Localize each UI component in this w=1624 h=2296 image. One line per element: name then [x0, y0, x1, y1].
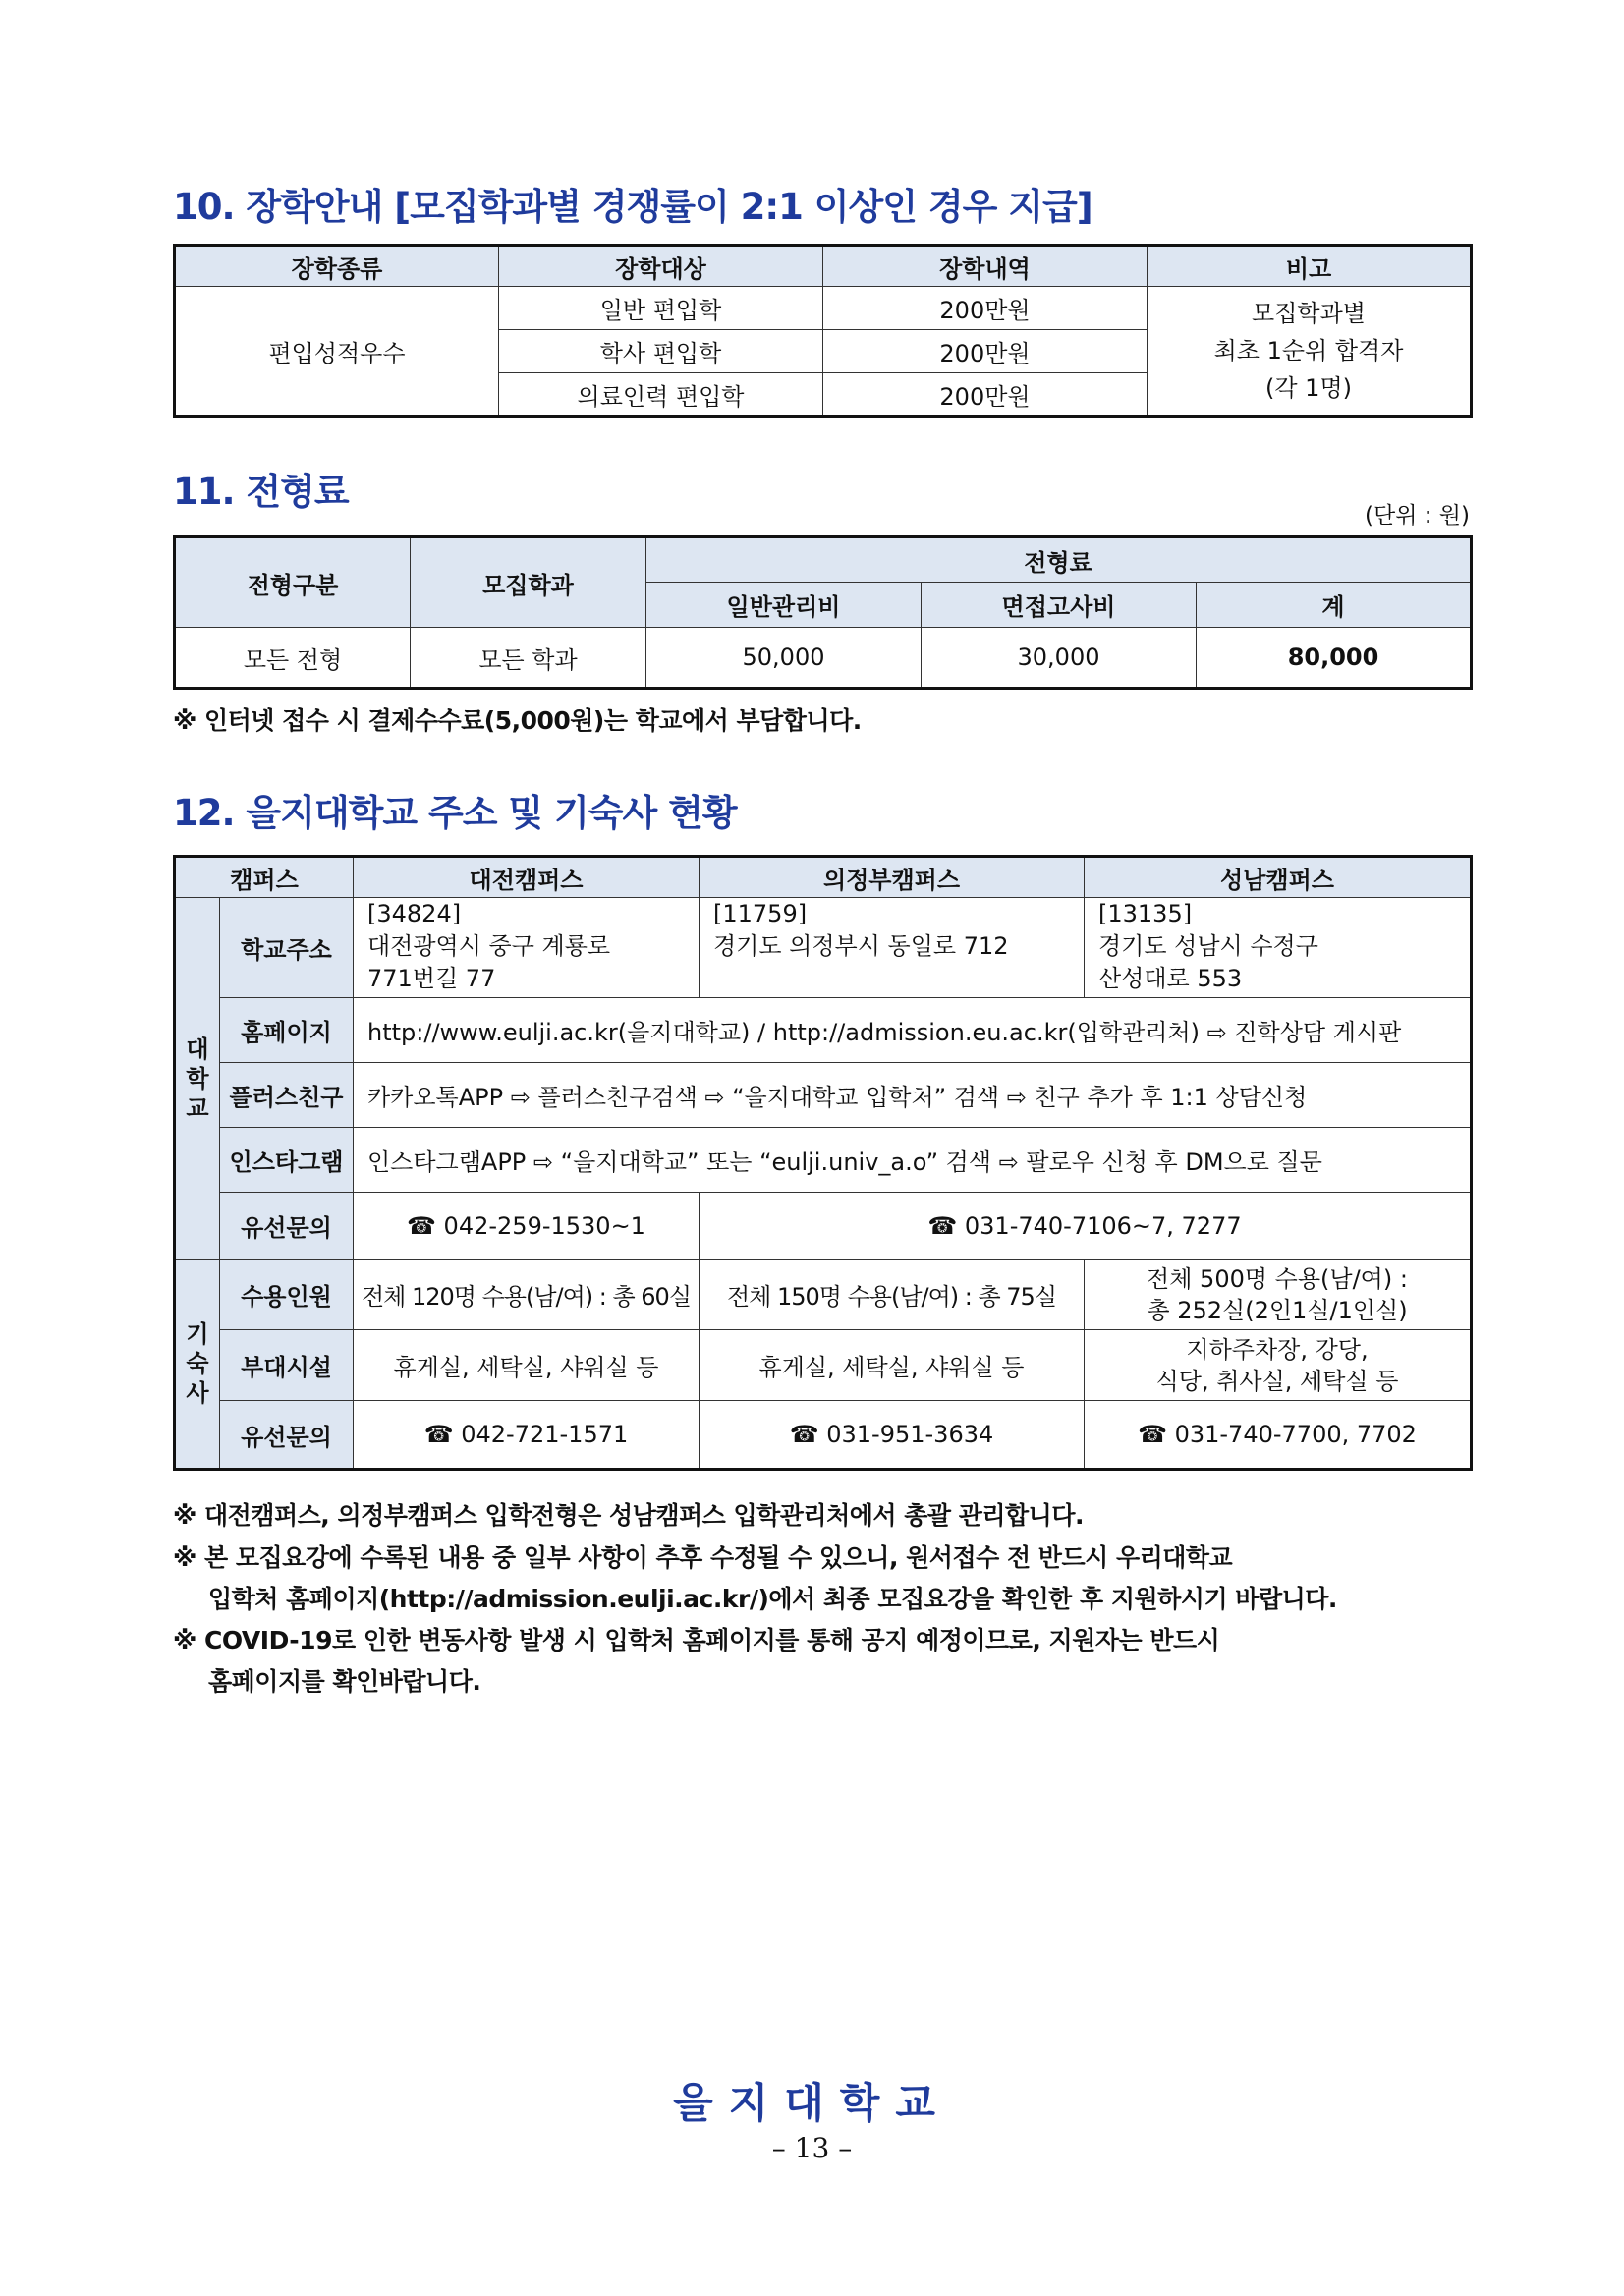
instagram-value: 인스타그램APP ⇨ “을지대학교” 또는 “eulji.univ_a.o” 검색 ⇨ 팔로우 신청 후 DM으로 질문: [354, 1128, 1472, 1193]
col-header: 장학대상: [499, 246, 823, 287]
scholarship-type: 편입성적우수: [175, 287, 499, 417]
col-header: 면접고사비: [922, 583, 1197, 628]
vert-char: 대: [186, 1035, 209, 1063]
fee-note: ※ 인터넷 접수 시 결제수수료(5,000원)는 학교에서 부담합니다.: [173, 706, 862, 735]
univ-group-label: [175, 898, 220, 1260]
col-header: 전형구분: [175, 537, 411, 628]
address-cell: [700, 898, 1085, 998]
vert-char: 학: [186, 1064, 209, 1092]
facility-cell: [1085, 1330, 1472, 1401]
row-label: 인스타그램: [220, 1128, 354, 1193]
section-10-heading: 10. 장학안내 [모집학과별 경쟁률이 2:1 이상인 경우 지급]: [173, 186, 1092, 228]
amount-cell: 200만원: [823, 373, 1148, 417]
row-label: 수용인원: [220, 1260, 354, 1330]
vert-char: 사: [186, 1379, 209, 1407]
row-label: 유선문의: [220, 1401, 354, 1470]
address-cell: [354, 898, 700, 998]
address-line: 경기도 의정부시 동일로 712: [713, 932, 1009, 960]
fee-admin-cell: 50,000: [646, 628, 922, 689]
fee-table: [173, 535, 1473, 690]
address-line: [34824]: [367, 900, 462, 927]
address-line: 경기도 성남시 수정구: [1098, 932, 1318, 960]
capacity-cell: 전체 120명 수용(남/여) : 총 60실: [354, 1260, 700, 1330]
col-header: 장학내역: [823, 246, 1148, 287]
note-1: ※ 대전캠퍼스, 의정부캠퍼스 입학전형은 성남캠퍼스 입학관리처에서 총괄 관리합니다.: [173, 1501, 1084, 1530]
dorm-phone-cell: ☎ 031-740-7700, 7702: [1085, 1401, 1472, 1470]
unit-label: (단위 : 원): [1365, 503, 1470, 529]
col-header: 계: [1197, 583, 1472, 628]
address-line: 771번길 77: [367, 965, 496, 992]
phone-cell: ☎ 031-740-7106~7, 7277: [700, 1193, 1472, 1260]
footer-school-name: 을지대학교: [673, 2079, 951, 2127]
vert-char: 교: [186, 1093, 209, 1122]
note-2: ※ 본 모집요강에 수록된 내용 중 일부 사항이 추후 수정될 수 있으니, 원서접수 전 반드시 우리대학교: [173, 1543, 1233, 1572]
target-cell: 학사 편입학: [499, 330, 823, 373]
homepage-value[interactable]: http://www.eulji.ac.kr(을지대학교) / http://admission.eu.ac.kr(입학관리처) ⇨ 진학상담 게시판: [354, 998, 1472, 1063]
remark-cell: [1148, 287, 1472, 417]
remark-line: 최초 1순위 합격자: [1213, 337, 1404, 364]
fee-dept-cell: 모든 학과: [411, 628, 646, 689]
col-header: 일반관리비: [646, 583, 922, 628]
address-line: 대전광역시 중구 계룡로: [367, 932, 611, 960]
plusfriend-value: 카카오톡APP ⇨ 플러스친구검색 ⇨ “을지대학교 입학처” 검색 ⇨ 친구 추가 후 1:1 상담신청: [354, 1063, 1472, 1128]
row-label: 유선문의: [220, 1193, 354, 1260]
phone-cell: ☎ 042-259-1530~1: [354, 1193, 700, 1260]
col-header: 비고: [1148, 246, 1472, 287]
vert-char: 숙: [186, 1350, 209, 1377]
remark-line: (각 1명): [1265, 374, 1352, 402]
address-line: 산성대로 553: [1098, 965, 1243, 992]
capacity-line: 전체 500명 수용(남/여) :: [1147, 1264, 1408, 1293]
amount-cell: 200만원: [823, 330, 1148, 373]
dorm-group-label: [175, 1260, 220, 1470]
section-11-heading: 11. 전형료: [173, 471, 349, 513]
facility-cell: 휴게실, 세탁실, 샤워실 등: [700, 1330, 1085, 1401]
dorm-phone-cell: ☎ 042-721-1571: [354, 1401, 700, 1470]
capacity-cell: [1085, 1260, 1472, 1330]
row-label: 플러스친구: [220, 1063, 354, 1128]
facility-line: 식당, 취사실, 세탁실 등: [1155, 1367, 1399, 1395]
fee-interview-cell: 30,000: [922, 628, 1197, 689]
col-header: 장학종류: [175, 246, 499, 287]
vert-char: 기: [186, 1320, 209, 1348]
note-2-cont: 입학처 홈페이지(http://admission.eulji.ac.kr/)에서 최종 모집요강을 확인한 후 지원하시기 바랍니다.: [208, 1585, 1337, 1613]
col-header: 전형료: [646, 537, 1472, 583]
fee-type-cell: 모든 전형: [175, 628, 411, 689]
facility-line: 지하주차장, 강당,: [1186, 1335, 1369, 1364]
address-line: [11759]: [713, 900, 808, 927]
fee-total-cell: 80,000: [1197, 628, 1472, 689]
campus-table: [173, 855, 1473, 1471]
amount-cell: 200만원: [823, 287, 1148, 330]
row-label: 홈페이지: [220, 998, 354, 1063]
row-label: 학교주소: [220, 898, 354, 998]
note-3-cont: 홈페이지를 확인바랍니다.: [208, 1667, 481, 1696]
scholarship-table: [173, 244, 1473, 418]
capacity-cell: 전체 150명 수용(남/여) : 총 75실: [700, 1260, 1085, 1330]
note-3: ※ COVID-19로 인한 변동사항 발생 시 입학처 홈페이지를 통해 공지 예정이므로, 지원자는 반드시: [173, 1626, 1220, 1654]
address-cell: [1085, 898, 1472, 998]
facility-cell: 휴게실, 세탁실, 샤워실 등: [354, 1330, 700, 1401]
page-number: – 13 –: [771, 2132, 853, 2164]
col-header: 성남캠퍼스: [1085, 857, 1472, 898]
target-cell: 의료인력 편입학: [499, 373, 823, 417]
row-label: 부대시설: [220, 1330, 354, 1401]
col-header: 대전캠퍼스: [354, 857, 700, 898]
col-header: 캠퍼스: [175, 857, 354, 898]
dorm-phone-cell: ☎ 031-951-3634: [700, 1401, 1085, 1470]
col-header: 모집학과: [411, 537, 646, 628]
remark-line: 모집학과별: [1252, 300, 1366, 327]
target-cell: 일반 편입학: [499, 287, 823, 330]
section-12-heading: 12. 을지대학교 주소 및 기숙사 현황: [173, 792, 737, 834]
address-line: [13135]: [1098, 900, 1193, 927]
capacity-line: 총 252실(2인1실/1인실): [1147, 1296, 1408, 1324]
col-header: 의정부캠퍼스: [700, 857, 1085, 898]
